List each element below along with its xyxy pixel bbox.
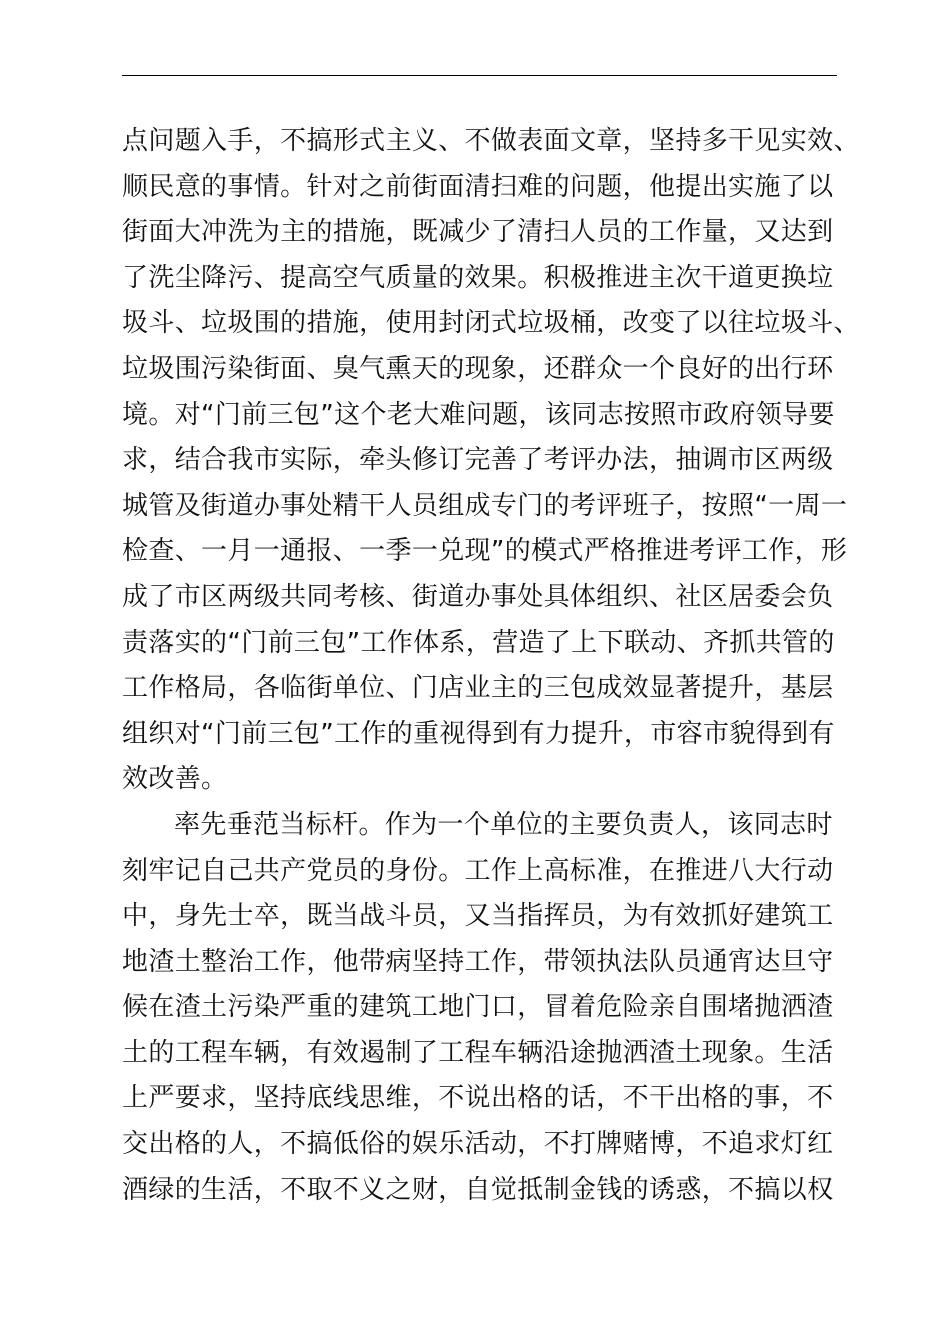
paragraph-start-line: 率先垂范当标杆。作为一个单位的主要负责人，该同志时 — [174, 809, 833, 840]
text-line: 地渣土整治工作，他带病坚持工作，带领执法队员通宵达旦守 — [122, 946, 834, 977]
text-line: 组织对“门前三包”工作的重视得到有力提升，市容市貌得到有 — [122, 718, 835, 749]
text-line: 圾斗、垃圾围的措施，使用封闭式垃圾桶，改变了以往垃圾斗、 — [122, 308, 860, 339]
text-line: 求，结合我市实际，牵头修订完善了考评办法，抽调市区两级 — [122, 445, 834, 476]
header-rule — [122, 75, 837, 76]
text-line: 工作格局，各临街单位、门店业主的三包成效显著提升，基层 — [122, 673, 834, 704]
text-line: 交出格的人，不搞低俗的娱乐活动，不打牌赌博，不追求灯红 — [122, 1129, 834, 1160]
text-line: 检查、一月一通报、一季一兑现”的模式严格推进考评工作，形 — [122, 536, 848, 567]
text-line: 上严要求，坚持底线思维，不说出格的话，不干出格的事，不 — [122, 1083, 834, 1114]
text-line: 候在渣土污染严重的建筑工地门口，冒着危险亲自围堵抛洒渣 — [122, 992, 834, 1023]
text-line: 街面大冲洗为主的措施，既减少了清扫人员的工作量，又达到 — [122, 217, 834, 248]
text-line: 刻牢记自己共产党员的身份。工作上高标准，在推进八大行动 — [122, 855, 834, 886]
text-line: 责落实的“门前三包”工作体系，营造了上下联动、齐抓共管的 — [122, 627, 835, 658]
text-line: 效改善。 — [122, 764, 228, 795]
text-line: 酒绿的生活，不取不义之财，自觉抵制金钱的诱惑，不搞以权 — [122, 1174, 834, 1205]
body-text — [122, 119, 860, 1213]
text-line: 点问题入手，不搞形式主义、不做表面文章，坚持多干见实效、 — [122, 126, 860, 156]
text-line: 垃圾围污染街面、臭气熏天的现象，还群众一个良好的出行环 — [122, 353, 834, 384]
text-line: 中，身先士卒，既当战斗员，又当指挥员，为有效抓好建筑工 — [122, 901, 834, 932]
text-line: 土的工程车辆，有效遏制了工程车辆沿途抛洒渣土现象。生活 — [122, 1037, 834, 1068]
text-line: 境。对“门前三包”这个老大难问题，该同志按照市政府领导要 — [122, 399, 835, 430]
text-line: 了洗尘降污、提高空气质量的效果。积极推进主次干道更换垃 — [122, 262, 834, 293]
text-line: 顺民意的事情。针对之前街面清扫难的问题，他提出实施了以 — [122, 171, 834, 202]
text-line: 成了市区两级共同考核、街道办事处具体组织、社区居委会负 — [122, 581, 834, 612]
text-line: 城管及街道办事处精干人员组成专门的考评班子，按照“一周一 — [122, 490, 848, 521]
